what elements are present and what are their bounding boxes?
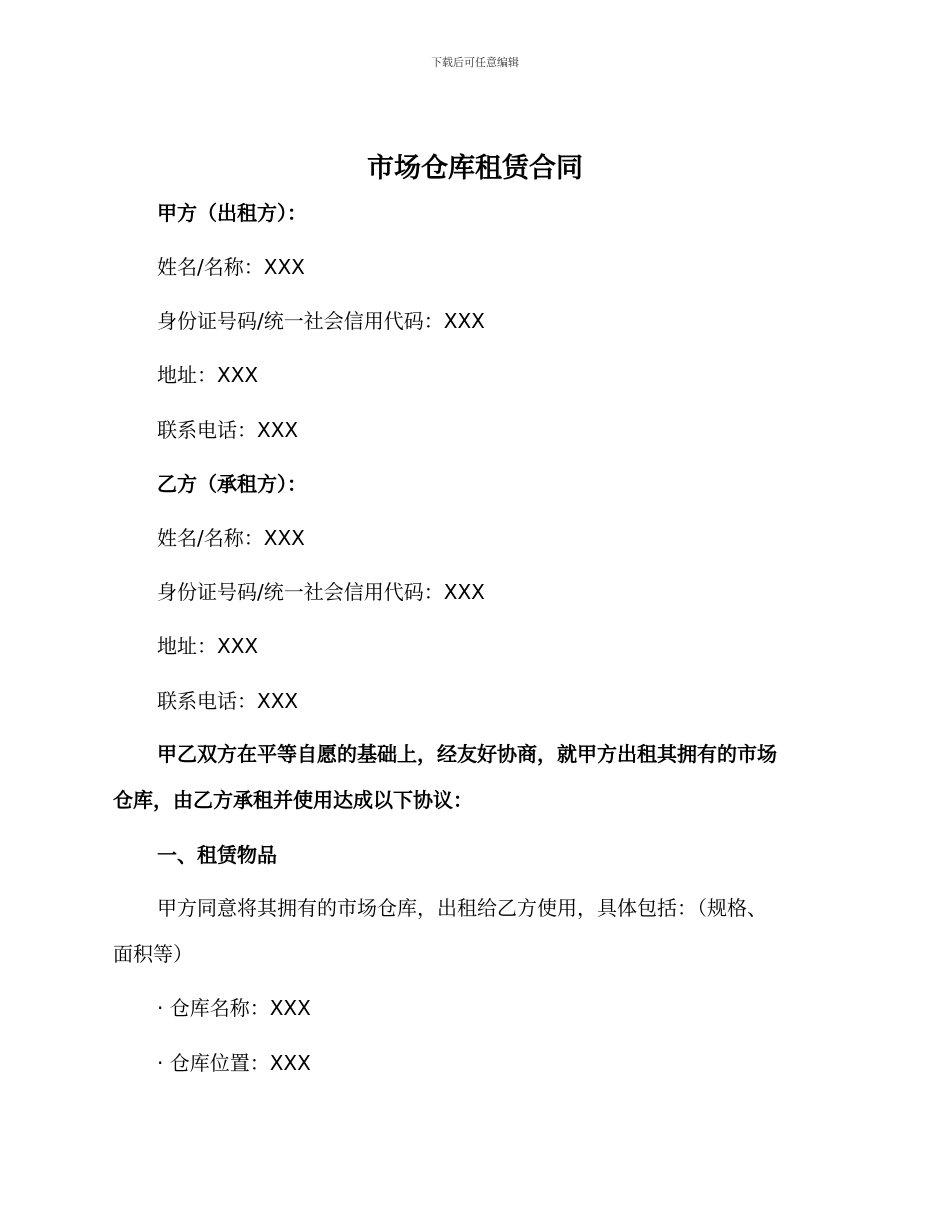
party-b-address: 地址：XXX: [157, 634, 259, 658]
party-a-address: 地址：XXX: [157, 363, 259, 387]
intro-line-1: 甲乙双方在平等自愿的基础上，经友好协商，就甲方出租其拥有的市场: [157, 742, 777, 766]
list-item-warehouse-name: · 仓库名称：XXX: [157, 996, 311, 1020]
document-title: 市场仓库租赁合同: [367, 153, 583, 184]
party-a-name: 姓名/名称：XXX: [157, 255, 305, 279]
party-b-phone: 联系电话：XXX: [157, 689, 299, 713]
section-1-text-line-2: 面积等）: [113, 942, 193, 966]
section-1-text-line-1: 甲方同意将其拥有的市场仓库，出租给乙方使用，具体包括：（规格、: [157, 896, 767, 920]
section-1-heading: 一、租赁物品: [157, 843, 277, 867]
party-b-name: 姓名/名称：XXX: [157, 526, 305, 550]
party-b-heading: 乙方（承租方）：: [157, 472, 307, 496]
party-a-id: 身份证号码/统一社会信用代码：XXX: [157, 309, 485, 333]
party-a-heading: 甲方（出租方）：: [157, 201, 307, 225]
intro-paragraph: [113, 731, 853, 823]
party-a-phone: 联系电话：XXX: [157, 418, 299, 442]
section-1-paragraph: [113, 885, 853, 977]
party-b-id: 身份证号码/统一社会信用代码：XXX: [157, 580, 485, 604]
header-note: 下载后可任意编辑: [431, 56, 519, 69]
list-item-warehouse-location: · 仓库位置：XXX: [157, 1051, 311, 1075]
intro-line-2: 仓库，由乙方承租并使用达成以下协议：: [113, 788, 473, 812]
